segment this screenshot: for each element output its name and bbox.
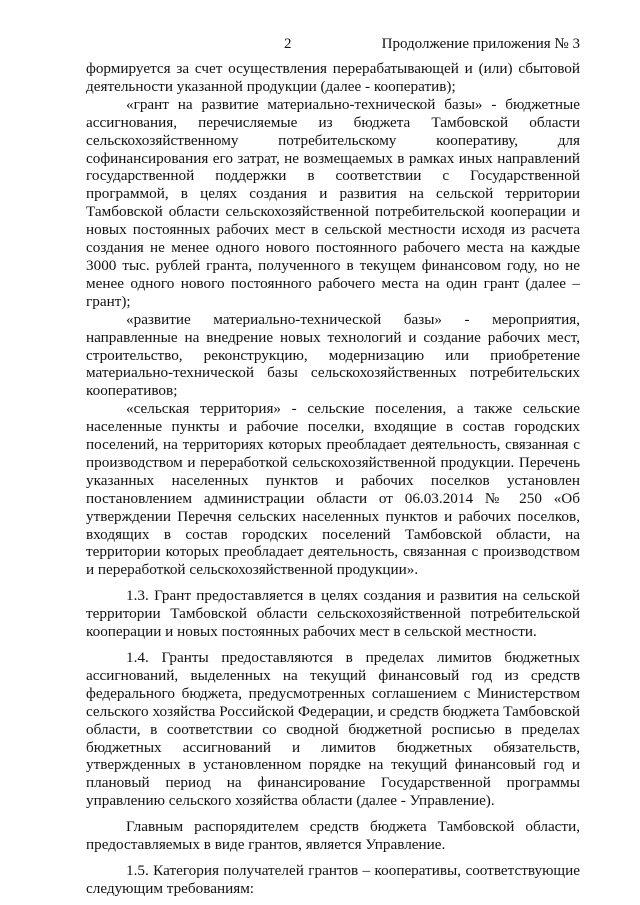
paragraph-main-administrator: Главным распорядителем средств бюджета Тамбовской области, предоставляемых в виде грантов, является Управление. (86, 818, 580, 854)
paragraph-base-development-definition: «развитие материально-технической базы» - мероприятия, направленные на внедрение новых технологий и создание рабочих мест, строительство, реконструкцию, модернизацию или приобретение материально-технической базы сельскохозяйственных потребительских кооперативов; (86, 310, 580, 400)
paragraph-rural-territory-definition: «сельская территория» - сельские поселения, а также сельские населенные пункты и рабочие поселки, входящие в состав городских поселений, на территориях которых преобладает деятельность, связанная с производством и переработкой сельскохозяйственной продукции. Перечень указанных населенных пунктов и рабочих поселков установлен постановлением администрации области от 06.03.2014 № 250 «Об утверждении Перечня сельских населенных пунктов и рабочих поселков, входящих в состав городских поселений Тамбовской области, на территории которых преобладает деятельность, связанная с производством и переработкой сельскохозяйственной продукции». (86, 400, 580, 579)
paragraph-1-4: 1.4. Гранты предоставляются в пределах лимитов бюджетных ассигнований, выделенных на текущий финансовый год из средств федерального бюджета, предусмотренных соглашением с Министерством сельского хозяйства Российской Федерации, и средств бюджета Тамбовской области, в соответствии со сводной бюджетной росписью в пределах бюджетных ассигнований и лимитов бюджетных обязательств, утвержденных в установленном порядке на текущий финансовый год и плановый период на финансирование Государственной программы управлению сельского хозяйства области (далее - Управление). (86, 649, 580, 810)
page-number: 2 (284, 36, 292, 52)
paragraph-1-5: 1.5. Категория получателей грантов – кооперативы, соответствующие следующим требованиям: (86, 861, 580, 897)
paragraph-grant-definition: «грант на развитие материально-технической базы» - бюджетные ассигнования, перечисляемые из бюджета Тамбовской области сельскохозяйственному потребительскому кооперативу, для софинансирования его затрат, не возмещаемых в рамках иных направлений государственной поддержки в соответствии с Государственной программой, в целях создания и развития на сельской территории Тамбовской области сельскохозяйственной потребительской кооперации и новых постоянных рабочих мест в сельской местности исходя из расчета создания не менее одного нового постоянного рабочего места на каждые 3000 тыс. рублей гранта, полученного в текущем финансовом году, но не менее одного нового постоянного рабочего места на один грант (далее – грант); (86, 95, 580, 310)
paragraph-cooperative-definition-end: формируется за счет осуществления перерабатывающей и (или) сбытовой деятельности указанной продукции (далее - кооператив); (86, 60, 580, 95)
document-body (86, 60, 580, 898)
page-header-note: Продолжение приложения № 3 (381, 36, 580, 52)
paragraph-1-3: 1.3. Грант предоставляется в целях создания и развития на сельской территории Тамбовской области сельскохозяйственной потребительской кооперации и новых постоянных рабочих мест в сельской местности. (86, 587, 580, 641)
